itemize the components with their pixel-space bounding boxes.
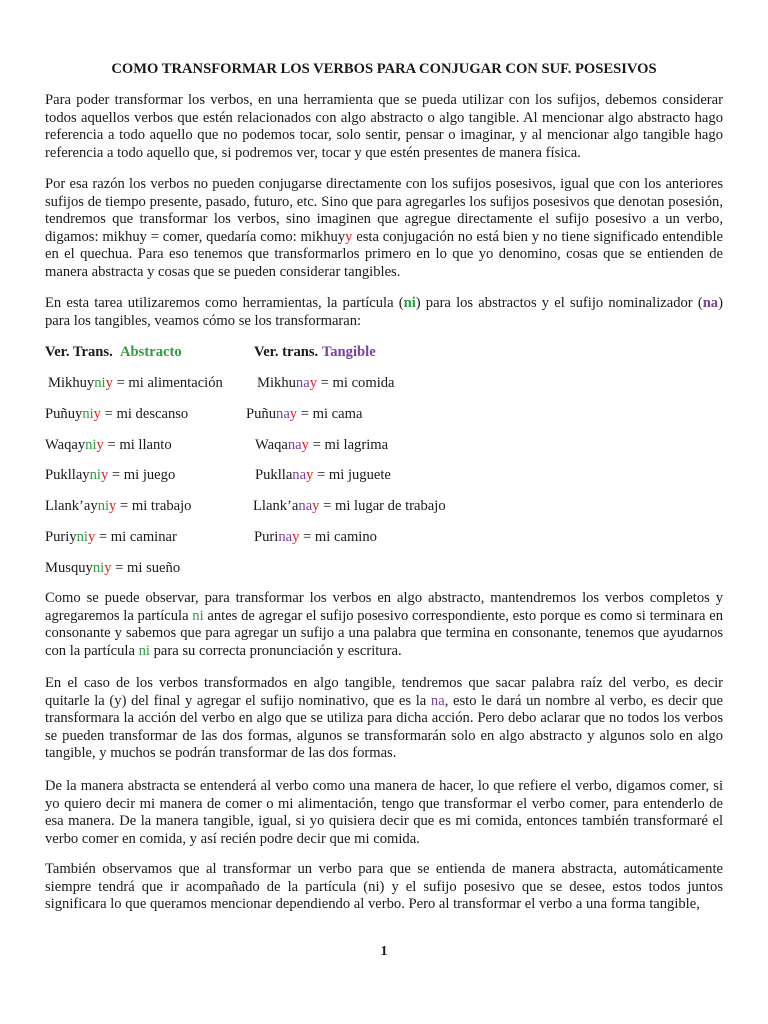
paragraph-4-text-c: para su correcta pronunciación y escritura.	[149, 642, 402, 659]
abstract-row-7-particle: ni	[92, 560, 105, 576]
paragraph-7: También observamos que al transformar un verbo para que se entienda de manera abstracta, automáticamente siempre tendrá que ir acompañado de la partícula (ni) y el sufijo posesivo que se desee, estos todos juntos significara lo que queramos mencionar dependiendo al verbo. Pero al transformar el verbo a una forma tangible,	[45, 861, 723, 912]
abstract-row-5-meaning: = mi trabajo	[116, 498, 192, 514]
paragraph-3-text-b: ) para los abstractos y el sufijo nominalizador (	[415, 295, 703, 311]
abstract-row-5-particle: ni	[97, 498, 110, 514]
tangible-row-6-suffix: y	[292, 529, 300, 545]
abstract-row-7-suffix: y	[104, 560, 112, 576]
paragraph-3-text-c: ) para los tangibles, veamos cómo se los transformaran:	[45, 295, 723, 329]
abstract-row-6	[45, 528, 177, 546]
abstract-row-3-stem: Waqay	[45, 437, 86, 453]
abstract-row-6-meaning: = mi caminar	[95, 529, 177, 545]
abstract-row-5-suffix: y	[109, 498, 117, 514]
tangible-row-5-meaning: = mi lugar de trabajo	[319, 498, 446, 514]
paragraph-3-text-a: En esta tarea utilizaremos como herramientas, la partícula (	[45, 295, 404, 311]
tangible-row-4-stem: Puklla	[255, 467, 293, 483]
tangible-row-1-meaning: = mi comida	[317, 375, 395, 391]
abstract-row-2	[45, 405, 188, 423]
tangible-row-5	[253, 497, 446, 515]
abstract-row-2-meaning: = mi descanso	[100, 406, 189, 422]
tangible-row-2-nominalizer: na	[276, 406, 290, 422]
abstract-row-2-suffix: y	[93, 406, 101, 422]
tangible-row-3	[255, 436, 388, 454]
tangible-row-5-nominalizer: na	[298, 498, 313, 514]
paragraph-3-suffix-na: na	[702, 295, 719, 311]
abstract-row-5-stem: Llank’ay	[45, 498, 98, 514]
tangible-row-4-suffix: y	[306, 467, 314, 483]
tangible-row-2-suffix: y	[289, 406, 298, 422]
tangible-row-1-suffix: y	[309, 375, 317, 391]
paragraph-2-text-c: esta conjugación no está bien y no tiene significado entendible en el quechua. Para eso tenemos que transformarlos primero en lo que yo denomino, cosas que se entienden de manera abstracta y cosas que se pueden considerar tangibles.	[45, 228, 723, 280]
table-header-abstract-prefix: Ver. Trans.	[45, 344, 113, 360]
tangible-row-2-meaning: = mi cama	[297, 406, 363, 422]
paragraph-2	[45, 176, 723, 281]
abstract-row-1-meaning: = mi alimentación	[112, 375, 223, 391]
abstract-row-3-suffix: y	[96, 437, 104, 453]
paragraph-5-text-b: , esto le dará un nombre al verbo, es decir que transformara la acción del verbo en algo que se utiliza para dicha acción. Pero debo aclarar que no todos los verbos se pueden transformar de las dos formas, algunos se transformarán solo en algo abstracto y algunos solo en algo tangible, y muchos se podrán transformar de las dos formas.	[45, 692, 724, 761]
paragraph-4-text-a: Como se puede observar, para transformar los verbos en algo abstracto, mantendremos los verbos completos y agregaremos la partícula	[45, 590, 723, 624]
tangible-row-6-nominalizer: na	[278, 529, 293, 545]
abstract-row-4	[45, 466, 175, 484]
paragraph-5-text-a: En el caso de los verbos transformados en algo tangible, tendremos que sacar palabra raíz del verbo, es decir quitarle la (y) del final y agregar el sufijo nominativo, que es la	[45, 675, 723, 709]
paragraph-5	[45, 675, 723, 763]
abstract-row-3-meaning: = mi llanto	[103, 437, 172, 453]
table-header-abstract	[45, 343, 182, 361]
abstract-row-6-particle: ni	[76, 529, 88, 545]
tangible-row-3-stem: Waqa	[255, 437, 288, 453]
abstract-row-1	[48, 374, 223, 392]
paragraph-2-suffix-y: y	[345, 228, 353, 245]
tangible-row-4	[255, 466, 391, 484]
paragraph-2-text-a: Por esa razón los verbos no pueden conjugarse directamente con los sufijos posesivos, igual que con los anteriores sufijos de tiempo presente, pasado, futuro, etc. Sino que para agregarles los sufijos posesivos que denotan posesión, tendremos que transformar los verbos, sino imaginen que agregue directamente el sufijo posesivo a un verbo, digamos: mikhuy = comer, quedaría como: mikhuy	[45, 176, 723, 245]
tangible-row-3-nominalizer: na	[287, 437, 302, 453]
tangible-row-1	[257, 374, 395, 392]
abstract-row-4-suffix: y	[100, 467, 109, 483]
tangible-row-6	[254, 528, 377, 546]
tangible-row-2-stem: Puñu	[246, 406, 277, 422]
page-number: 1	[380, 944, 388, 959]
paragraph-4-particle-ni-2: ni	[138, 642, 150, 659]
abstract-row-6-suffix: y	[87, 529, 96, 545]
abstract-row-3-particle: ni	[85, 437, 97, 453]
abstract-row-3	[45, 436, 172, 454]
abstract-row-4-meaning: = mi juego	[108, 467, 176, 483]
tangible-row-1-nominalizer: na	[295, 375, 310, 391]
tangible-row-4-meaning: = mi juguete	[313, 467, 391, 483]
table-header-abstract-word: Abstracto	[120, 344, 182, 360]
table-header-tangible-prefix: Ver. trans.	[254, 344, 319, 360]
table-header-tangible	[254, 343, 376, 361]
paragraph-4-text-b: antes de agregar el sufijo posesivo correspondiente, esto porque es como si terminara en consonante y sabemos que para agregar un sufijo a una palabra que termina en consonante, tenemos que ayudarnos con la partícula	[45, 607, 723, 659]
tangible-row-6-stem: Puri	[254, 529, 279, 545]
tangible-row-2	[246, 405, 362, 423]
tangible-row-3-suffix: y	[301, 437, 309, 453]
abstract-row-4-particle: ni	[89, 467, 101, 483]
abstract-row-6-stem: Puriy	[45, 529, 77, 545]
abstract-row-5	[45, 497, 191, 515]
tangible-row-5-suffix: y	[312, 498, 320, 514]
abstract-row-7-meaning: = mi sueño	[111, 560, 181, 576]
tangible-row-4-nominalizer: na	[292, 467, 307, 483]
abstract-row-1-suffix: y	[105, 375, 113, 391]
paragraph-1: Para poder transformar los verbos, en una herramienta que se pueda utilizar con los sufijos, debemos considerar todos aquellos verbos que estén relacionados con algo abstracto o algo tangible. Al mencionar algo abstracto hago referencia a todo aquello que no podemos tocar, solo sentir, pensar o imaginar, y al mencionar algo tangible hago referencia a todo aquello que, si podremos ver, tocar y que estén presentes de manera física.	[45, 92, 723, 161]
abstract-row-7-stem: Musquy	[45, 560, 93, 576]
abstract-row-4-stem: Pukllay	[45, 467, 90, 483]
tangible-row-6-meaning: = mi camino	[299, 529, 377, 545]
document-title: COMO TRANSFORMAR LOS VERBOS PARA CONJUGAR CON SUF. POSESIVOS	[111, 61, 657, 77]
abstract-row-1-stem: Mikhuy	[48, 375, 95, 391]
paragraph-4	[45, 590, 723, 660]
abstract-row-1-particle: ni	[94, 375, 106, 391]
abstract-row-7	[45, 559, 180, 577]
abstract-row-2-particle: ni	[82, 406, 94, 422]
paragraph-3-particle-ni: ni	[403, 295, 416, 311]
tangible-row-3-meaning: = mi lagrima	[308, 437, 389, 453]
tangible-row-1-stem: Mikhu	[257, 375, 296, 391]
tangible-row-5-stem: Llank’a	[253, 498, 299, 514]
table-header-tangible-word: Tangible	[321, 344, 376, 360]
abstract-row-2-stem: Puñuy	[45, 406, 83, 422]
paragraph-5-suffix-na: na	[430, 692, 445, 709]
paragraph-6: De la manera abstracta se entenderá al verbo como una manera de hacer, lo que refiere el verbo, digamos comer, si yo quiero decir mi manera de comer o mi alimentación, tengo que transformar el verbo comer, para entenderlo de esa manera. De la manera tangible, igual, si yo quisiera decir que es mi comida, entonces también transformaré el verbo comer en comida, y así recién podre decir que mi comida.	[45, 778, 723, 847]
paragraph-4-particle-ni-1: ni	[192, 607, 204, 624]
paragraph-3	[45, 295, 723, 330]
